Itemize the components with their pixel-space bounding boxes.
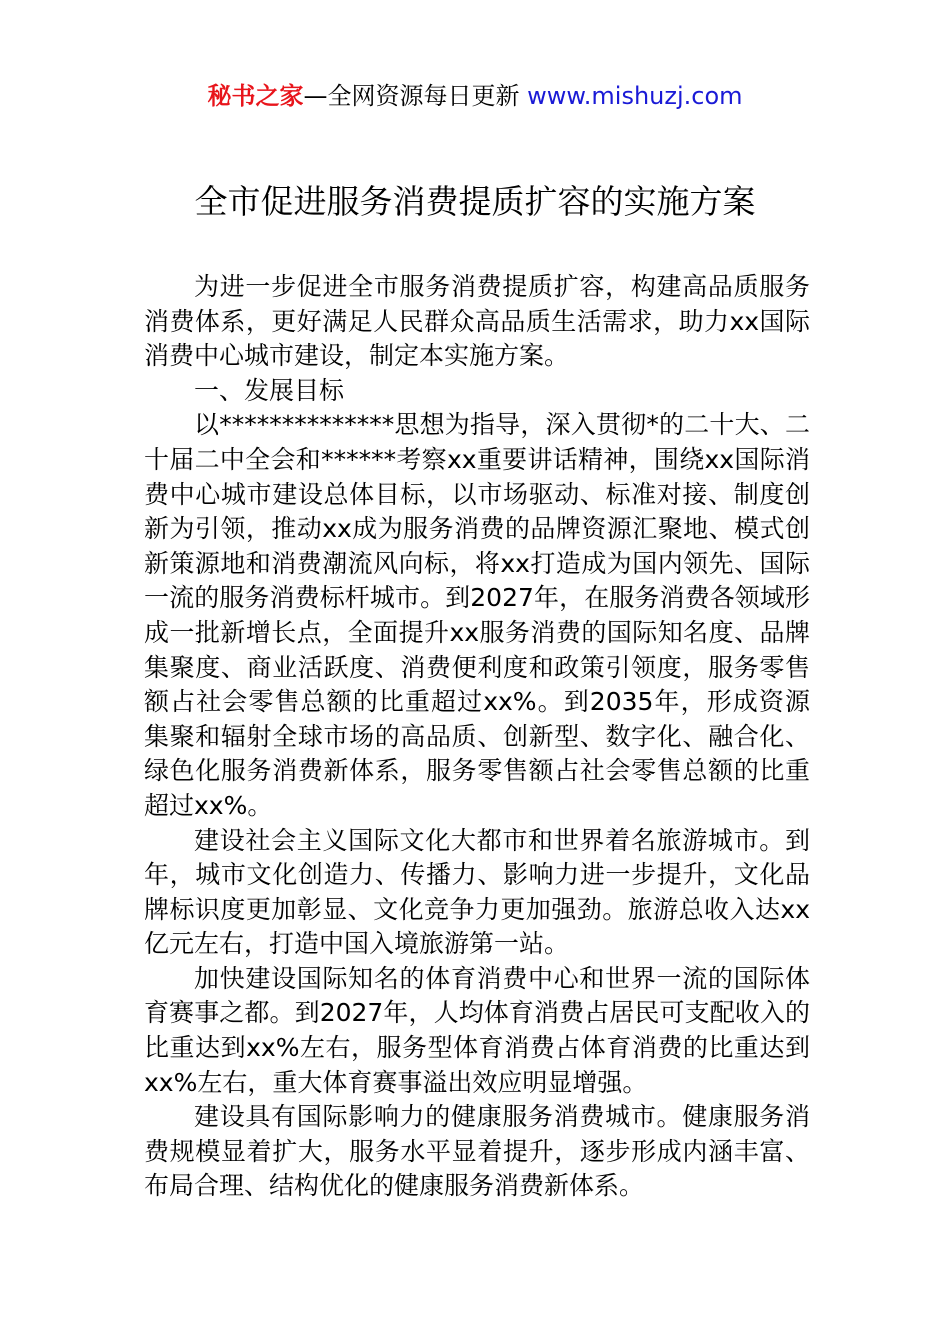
site-tagline: —全网资源每日更新 [303, 82, 520, 110]
goal-paragraph-culture-tourism: 建设社会主义国际文化大都市和世界着名旅游城市。到年，城市文化创造力、传播力、影响力进一步提升，文化品牌标识度更加彰显、文化竞争力更加强劲。旅游总收入达xx亿元左右，打造中国入境旅游第一站。 [144, 825, 810, 959]
goal-paragraph-sports: 加快建设国际知名的体育消费中心和世界一流的国际体育赛事之都。到2027年，人均体育消费占居民可支配收入的比重达到xx%左右，服务型体育消费占体育消费的比重达到xx%左右，重大体育赛事溢出效应明显增强。 [144, 963, 810, 1097]
document-body [144, 270, 810, 1204]
intro-paragraph: 为进一步促进全市服务消费提质扩容，构建高品质服务消费体系，更好满足人民群众高品质生活需求，助力xx国际消费中心城市建设，制定本实施方案。 [144, 272, 810, 371]
site-brand: 秘书之家 [207, 82, 304, 110]
site-url-link[interactable]: www.mishuzj.com [527, 82, 743, 110]
goal-paragraph-health: 建设具有国际影响力的健康服务消费城市。健康服务消费规模显着扩大，服务水平显着提升，逐步形成内涵丰富、布局合理、结构优化的健康服务消费新体系。 [144, 1102, 810, 1201]
section-heading-development-goals: 一、发展目标 [194, 375, 345, 405]
goal-paragraph-overall: 以**************思想为指导，深入贯彻*的二十大、二十届二中全会和******考察xx重要讲话精神，围绕xx国际消费中心城市建设总体目标，以市场驱动、标准对接、制度创新为引领，推动xx成为服务消费的品牌资源汇聚地、模式创新策源地和消费潮流风向标，将xx打造成为国内领先、国际一流的服务消费标杆城市。到2027年，在服务消费各领域形成一批新增长点，全面提升xx服务消费的国际知名度、品牌集聚度、商业活跃度、消费便利度和政策引领度，服务零售额占社会零售总额的比重超过xx%。到2035年，形成资源集聚和辐射全球市场的高品质、创新型、数字化、融合化、绿色化服务消费新体系，服务零售额占社会零售总额的比重超过xx%。 [144, 410, 810, 820]
site-header [0, 80, 950, 112]
document-title: 全市促进服务消费提质扩容的实施方案 [194, 182, 756, 221]
